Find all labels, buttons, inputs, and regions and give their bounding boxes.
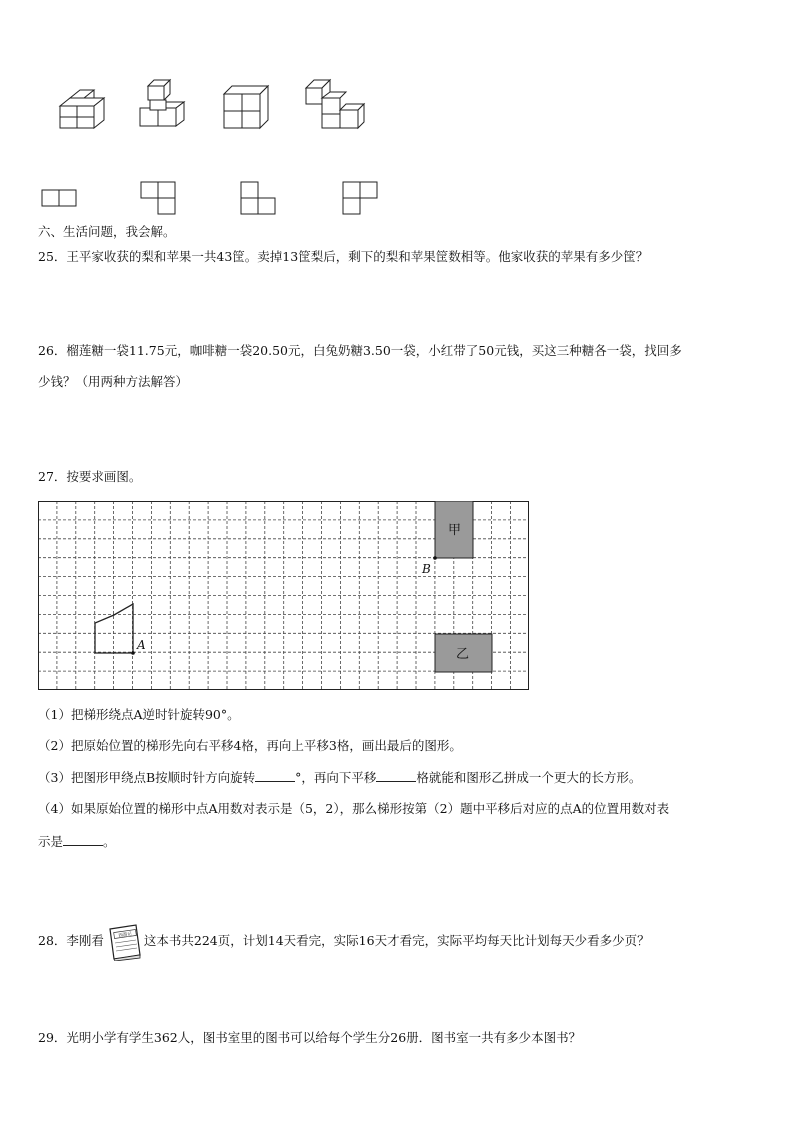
sub-question-3-part-c: 格就能和图形乙拼成一个更大的长方形。 xyxy=(416,770,642,785)
label-point-a: A xyxy=(137,638,146,652)
cube-group-4 xyxy=(306,80,364,128)
cube-group-1 xyxy=(60,90,104,128)
blank-coordinate[interactable] xyxy=(63,833,103,846)
book-icon xyxy=(106,923,142,961)
label-point-b: B xyxy=(422,562,431,576)
cube-figures-3d xyxy=(50,78,370,134)
sub-question-3-part-a: （3）把图形甲绕点B按顺时针方向旋转 xyxy=(38,770,256,785)
question-28-pre: 28．李刚看 xyxy=(38,933,104,948)
sub-question-3 xyxy=(38,769,641,786)
point-b-dot xyxy=(433,556,437,560)
sub-question-4-part-a: 示是 xyxy=(38,834,64,849)
view-3 xyxy=(241,182,275,214)
blank-angle[interactable] xyxy=(255,769,295,782)
sub-question-4-part-b: 。 xyxy=(103,834,116,849)
point-a-dot xyxy=(131,651,135,655)
grid-svg xyxy=(38,501,529,690)
sub-question-4-line1: （4）如果原始位置的梯形中点A用数对表示是（5，2），那么梯形按第（2）题中平移后对应的点A的位置用数对表 xyxy=(38,801,670,816)
grid-figure xyxy=(38,501,529,690)
blank-steps[interactable] xyxy=(376,769,416,782)
cube-group-2 xyxy=(140,80,184,126)
sub-question-2: （2）把原始位置的梯形先向右平移4格，再向上平移3格，画出最后的图形。 xyxy=(38,738,462,753)
question-27: 27．按要求画图。 xyxy=(38,469,142,484)
question-26-line2: 少钱？（用两种方法解答） xyxy=(38,374,189,389)
question-26-line1: 26．榴莲糖一袋11.75元，咖啡糖一袋20.50元，白兔奶糖3.50一袋，小红带了50元钱，买这三种糖各一袋，找回多 xyxy=(38,343,682,358)
question-28-post: 这本书共224页，计划14天看完，实际16天才看完，实际平均每天比计划每天少看多少页？ xyxy=(143,933,650,948)
label-yi: 乙 xyxy=(456,647,470,662)
label-jia: 甲 xyxy=(448,523,462,538)
view-4 xyxy=(343,182,377,214)
view-1 xyxy=(42,190,76,206)
book-icon-title: 西游记 xyxy=(118,931,133,939)
sub-question-1: （1）把梯形绕点A逆时针旋转90°。 xyxy=(38,707,240,722)
sub-question-3-part-b: °，再向下平移 xyxy=(295,770,377,785)
section-heading: 六、生活问题，我会解。 xyxy=(38,224,176,239)
question-25: 25．王平家收获的梨和苹果一共43筐。卖掉13筐梨后，剩下的梨和苹果筐数相等。他家收获的苹果有多少筐？ xyxy=(38,249,649,264)
view-2 xyxy=(141,182,175,214)
sub-question-4-line2 xyxy=(38,833,116,850)
question-28 xyxy=(38,922,650,961)
cube-figures-views xyxy=(38,180,383,216)
cube-group-3 xyxy=(224,86,268,128)
question-29: 29．光明小学有学生362人，图书室里的图书可以给每个学生分26册．图书室一共有多少本图书？ xyxy=(38,1030,582,1045)
